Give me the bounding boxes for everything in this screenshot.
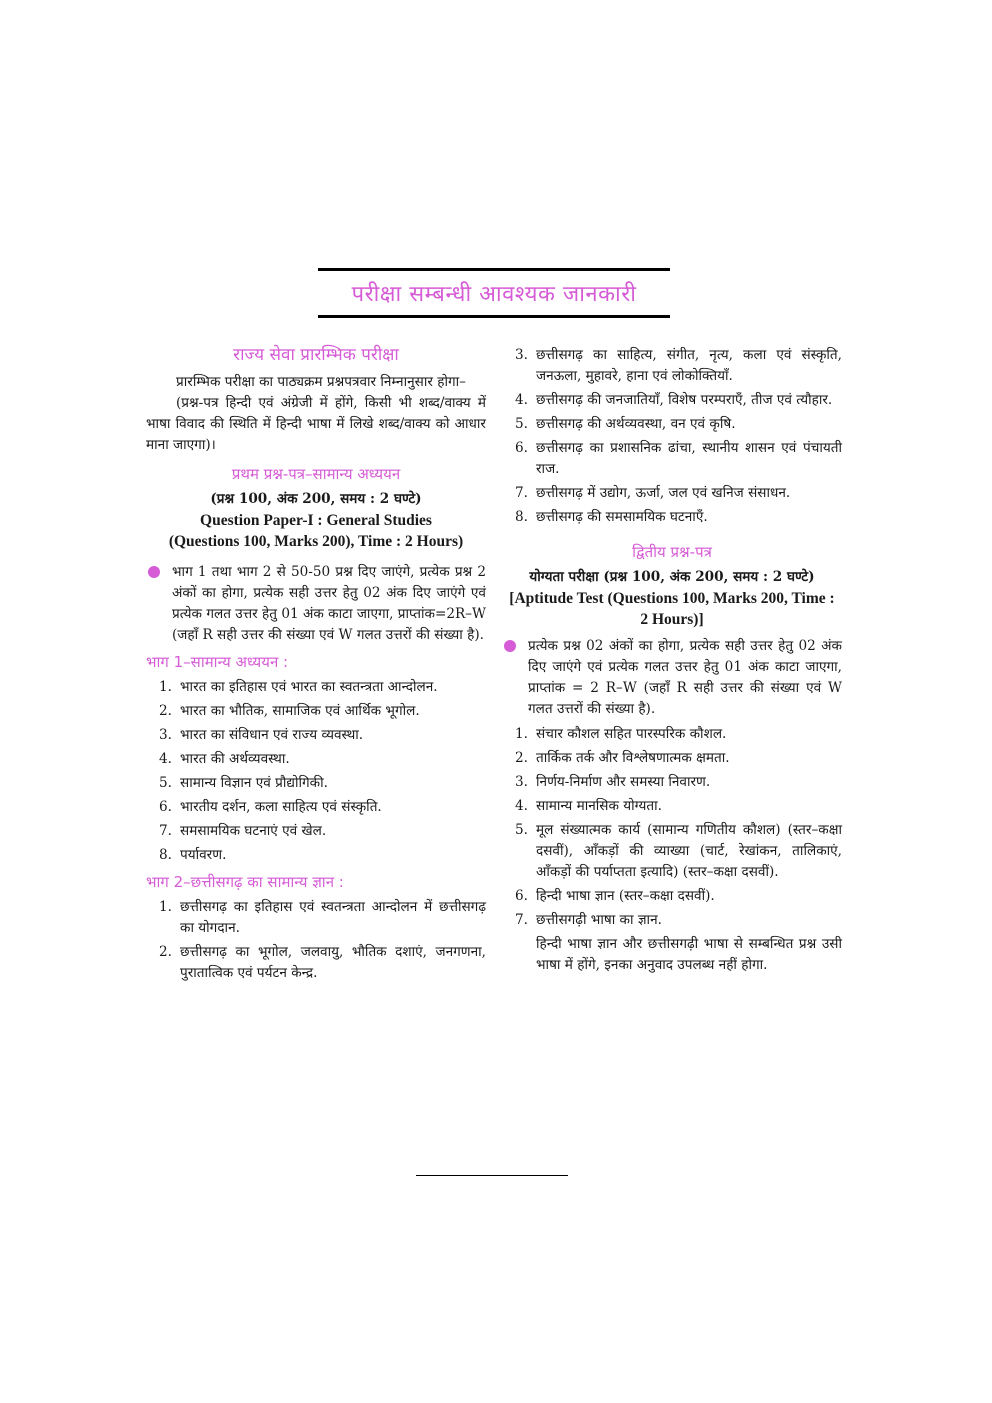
list-item: 7. छत्तीसगढ़ में उद्योग, ऊर्जा, जल एवं खनिज संसाधन. bbox=[515, 485, 791, 501]
list-item: 4. छत्तीसगढ़ की जनजातियाँ, विशेष परम्पराएँ, तीज एवं त्यौहार. bbox=[515, 392, 833, 408]
list-item: 6. छत्तीसगढ़ का प्रशासनिक ढांचा, स्थानीय शासन एवं पंचायती राज. bbox=[515, 440, 842, 477]
paper2-meta-english: [Aptitude Test (Questions 100, Marks 200, Time : 2 Hours)] bbox=[509, 590, 835, 628]
list-item: 2. तार्किक तर्क और विश्लेषणात्मक क्षमता. bbox=[515, 750, 730, 766]
list-item: 3. छत्तीसगढ़ का साहित्य, संगीत, नृत्य, कला एवं संस्कृति, जनऊला, मुहावरे, हाना एवं लोकोक्तियाँ. bbox=[515, 347, 842, 384]
list-item: 1. भारत का इतिहास एवं भारत का स्वतन्त्रता आन्दोलन. bbox=[159, 679, 438, 695]
list-item: 4. भारत की अर्थव्यवस्था. bbox=[159, 751, 290, 767]
paper2-bullet bbox=[502, 636, 842, 720]
bullet-dot-icon bbox=[148, 566, 160, 578]
paper2-list bbox=[502, 724, 842, 931]
list-item: 8. छत्तीसगढ़ की समसामयिक घटनाएँ. bbox=[515, 509, 708, 525]
list-item: 6. भारतीय दर्शन, कला साहित्य एवं संस्कृति. bbox=[159, 799, 382, 815]
list-item: 3. निर्णय-निर्माण और समस्या निवारण. bbox=[515, 774, 711, 790]
paper2-meta-hindi: योग्यता परीक्षा (प्रश्न 100, अंक 200, समय : 2 घण्टे) bbox=[529, 569, 815, 585]
footer-divider bbox=[416, 1175, 568, 1176]
list-item: 7. समसामयिक घटनाएं एवं खेल. bbox=[159, 823, 327, 839]
list-item: 1. छत्तीसगढ़ का इतिहास एवं स्वतन्त्रता आन्दोलन में छत्तीसगढ़ का योगदान. bbox=[159, 899, 486, 936]
part2-heading: भाग 2–छत्तीसगढ़ का सामान्य ज्ञान : bbox=[146, 873, 344, 891]
list-item: 4. सामान्य मानसिक योग्यता. bbox=[515, 798, 662, 814]
paper1-heading: प्रथम प्रश्न-पत्र–सामान्य अध्ययन bbox=[231, 465, 401, 483]
list-item: 5. मूल संख्यात्मक कार्य (सामान्य गणितीय कौशल) (स्तर–कक्षा दसवीं), आँकड़ों की व्याख्या (चार्ट, रेखांकन, तालिकाएं, आँकड़ों की पर्याप्तता इत्यादि) (स्तर–कक्षा दसवीं). bbox=[515, 822, 842, 880]
language-note: (प्रश्न-पत्र हिन्दी एवं अंग्रेजी में होंगे, किसी भी शब्द/वाक्य में भाषा विवाद की स्थिति में हिन्दी भाषा में लिखे शब्द/वाक्य को आधार माना जाएगा)। bbox=[146, 395, 486, 453]
list-item: 5. छत्तीसगढ़ की अर्थव्यवस्था, वन एवं कृषि. bbox=[515, 416, 736, 432]
list-item: 2. भारत का भौतिक, सामाजिक एवं आर्थिक भूगोल. bbox=[159, 703, 420, 719]
page-title-box bbox=[318, 268, 670, 318]
part1-list bbox=[146, 677, 486, 866]
paper1-meta-hindi: (प्रश्न 100, अंक 200, समय : 2 घण्टे) bbox=[210, 491, 422, 507]
list-item: 2. छत्तीसगढ़ का भूगोल, जलवायु, भौतिक दशाएं, जनगणना, पुरातात्विक एवं पर्यटन केन्द्र. bbox=[159, 944, 486, 981]
list-item: 5. सामान्य विज्ञान एवं प्रौद्योगिकी. bbox=[159, 775, 328, 791]
paper1-meta-english: Question Paper-I : General Studies (Questions 100, Marks 200), Time : 2 Hours) bbox=[168, 512, 464, 550]
intro-paragraph: प्रारम्भिक परीक्षा का पाठ्यक्रम प्रश्नपत्रवार निम्नानुसार होगा– bbox=[176, 374, 466, 390]
list-item: 8. पर्यावरण. bbox=[159, 847, 227, 863]
paper1-bullet-text: भाग 1 तथा भाग 2 से 50-50 प्रश्न दिए जाएंगे, प्रत्येक प्रश्न 2 अंकों का होगा, प्रत्येक सही उत्तर हेतु 02 अंक दिए जाएंगे एवं प्रत्येक गलत उत्तर हेतु 01 अंक काटा जाएगा, प्राप्तांक=2R–W (जहाँ R सही उत्तर की संख्या एवं W गलत उत्तरों की संख्या है). bbox=[172, 564, 486, 643]
part2-list bbox=[146, 897, 486, 984]
left-column bbox=[146, 345, 486, 987]
paper2-bullet-text: प्रत्येक प्रश्न 02 अंकों का होगा, प्रत्येक सही उत्तर हेतु 02 अंक दिए जाएंगे एवं प्रत्येक गलत उत्तर हेतु 01 अंक काटा जाएगा, प्राप्तांक = 2 R–W (जहाँ R सही उत्तर की संख्या एवं W गलत उत्तरों की संख्या है). bbox=[528, 638, 842, 717]
list-item: 3. भारत का संविधान एवं राज्य व्यवस्था. bbox=[159, 727, 364, 743]
bullet-dot-icon bbox=[504, 640, 516, 652]
paper1-bullet bbox=[146, 562, 486, 646]
list-item: 7. छत्तीसगढ़ी भाषा का ज्ञान. bbox=[515, 912, 662, 928]
right-column bbox=[502, 345, 842, 976]
list-item: 6. हिन्दी भाषा ज्ञान (स्तर–कक्षा दसवीं). bbox=[515, 888, 715, 904]
list-item: 1. संचार कौशल सहित पारस्परिक कौशल. bbox=[515, 726, 727, 742]
closing-note: हिन्दी भाषा ज्ञान और छत्तीसगढ़ी भाषा से सम्बन्धित प्रश्न उसी भाषा में होंगे, इनका अनुवाद उपलब्ध नहीं होगा. bbox=[536, 936, 842, 973]
paper2-heading: द्वितीय प्रश्न-पत्र bbox=[632, 543, 712, 561]
part2-list-continued bbox=[502, 345, 842, 528]
prelim-exam-heading: राज्य सेवा प्रारम्भिक परीक्षा bbox=[233, 345, 399, 365]
page-title: परीक्षा सम्बन्धी आवश्यक जानकारी bbox=[351, 282, 637, 307]
part1-heading: भाग 1–सामान्य अध्ययन : bbox=[146, 653, 289, 671]
